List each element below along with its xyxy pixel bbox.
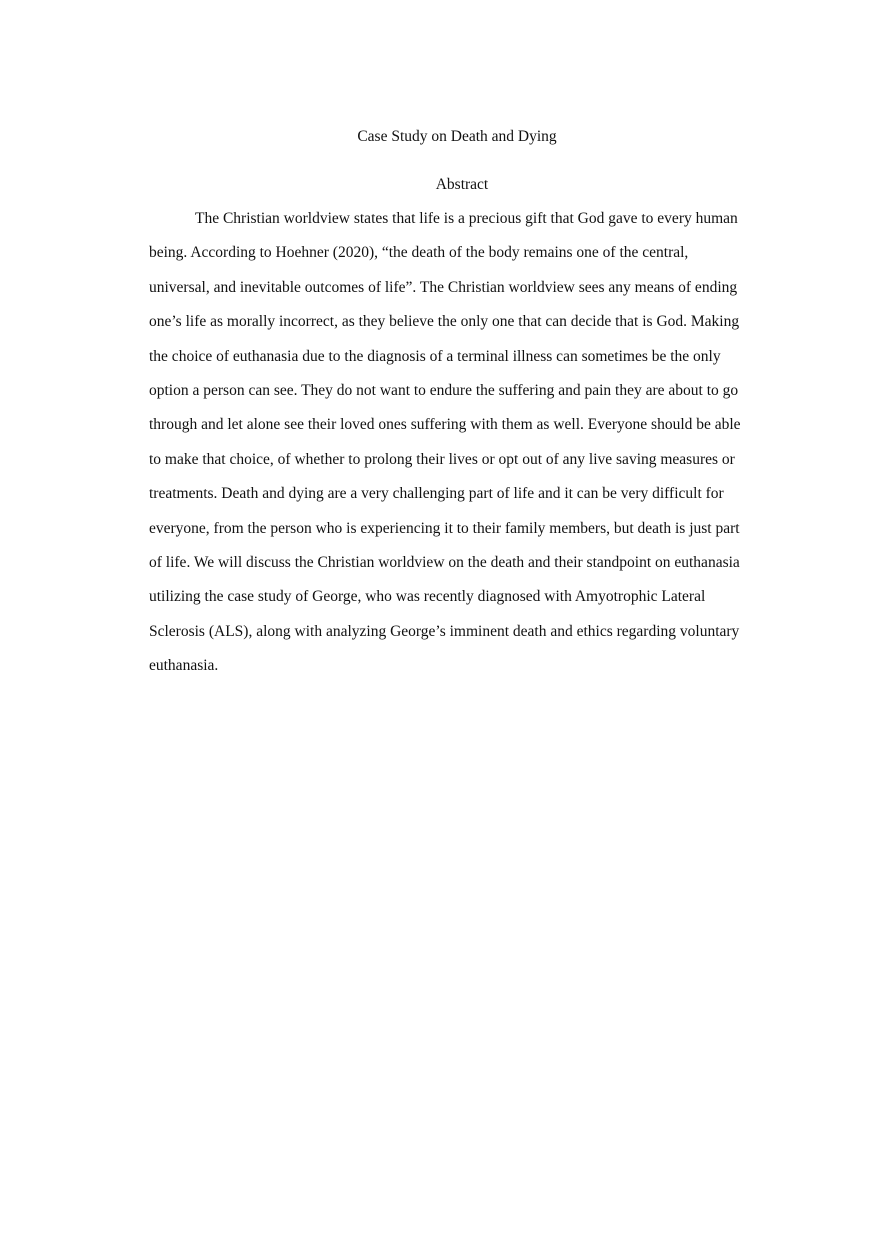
paragraph-line: one’s life as morally incorrect, as they believe the only one that can decide that is God. Making xyxy=(149,313,740,331)
paragraph-line: utilizing the case study of George, who was recently diagnosed with Amyotrophic Lateral xyxy=(149,588,706,606)
paragraph-line: euthanasia. xyxy=(149,657,219,675)
paragraph-line: through and let alone see their loved ones suffering with them as well. Everyone should be able xyxy=(149,416,741,434)
paragraph-line: of life. We will discuss the Christian worldview on the death and their standpoint on euthanasia xyxy=(149,553,740,571)
paragraph-line: universal, and inevitable outcomes of life”. The Christian worldview sees any means of ending xyxy=(149,278,738,296)
abstract-paragraph xyxy=(149,208,741,689)
document-title: Case Study on Death and Dying xyxy=(357,128,557,145)
paragraph-line: option a person can see. They do not want to endure the suffering and pain they are about to go xyxy=(149,381,739,399)
paragraph-line: everyone, from the person who is experiencing it to their family members, but death is just part xyxy=(149,519,740,537)
paragraph-line: The Christian worldview states that life is a precious gift that God gave to every human xyxy=(195,210,738,227)
paragraph-line: to make that choice, of whether to prolong their lives or opt out of any live saving measures or xyxy=(149,450,735,468)
section-heading-abstract: Abstract xyxy=(435,176,489,193)
paragraph-line: the choice of euthanasia due to the diagnosis of a terminal illness can sometimes be the only xyxy=(149,347,721,365)
paragraph-line: treatments. Death and dying are a very challenging part of life and it can be very difficult for xyxy=(149,485,724,503)
paragraph-line: Sclerosis (ALS), along with analyzing George’s imminent death and ethics regarding voluntary xyxy=(149,622,740,640)
paragraph-line: being. According to Hoehner (2020), “the death of the body remains one of the central, xyxy=(149,244,689,262)
